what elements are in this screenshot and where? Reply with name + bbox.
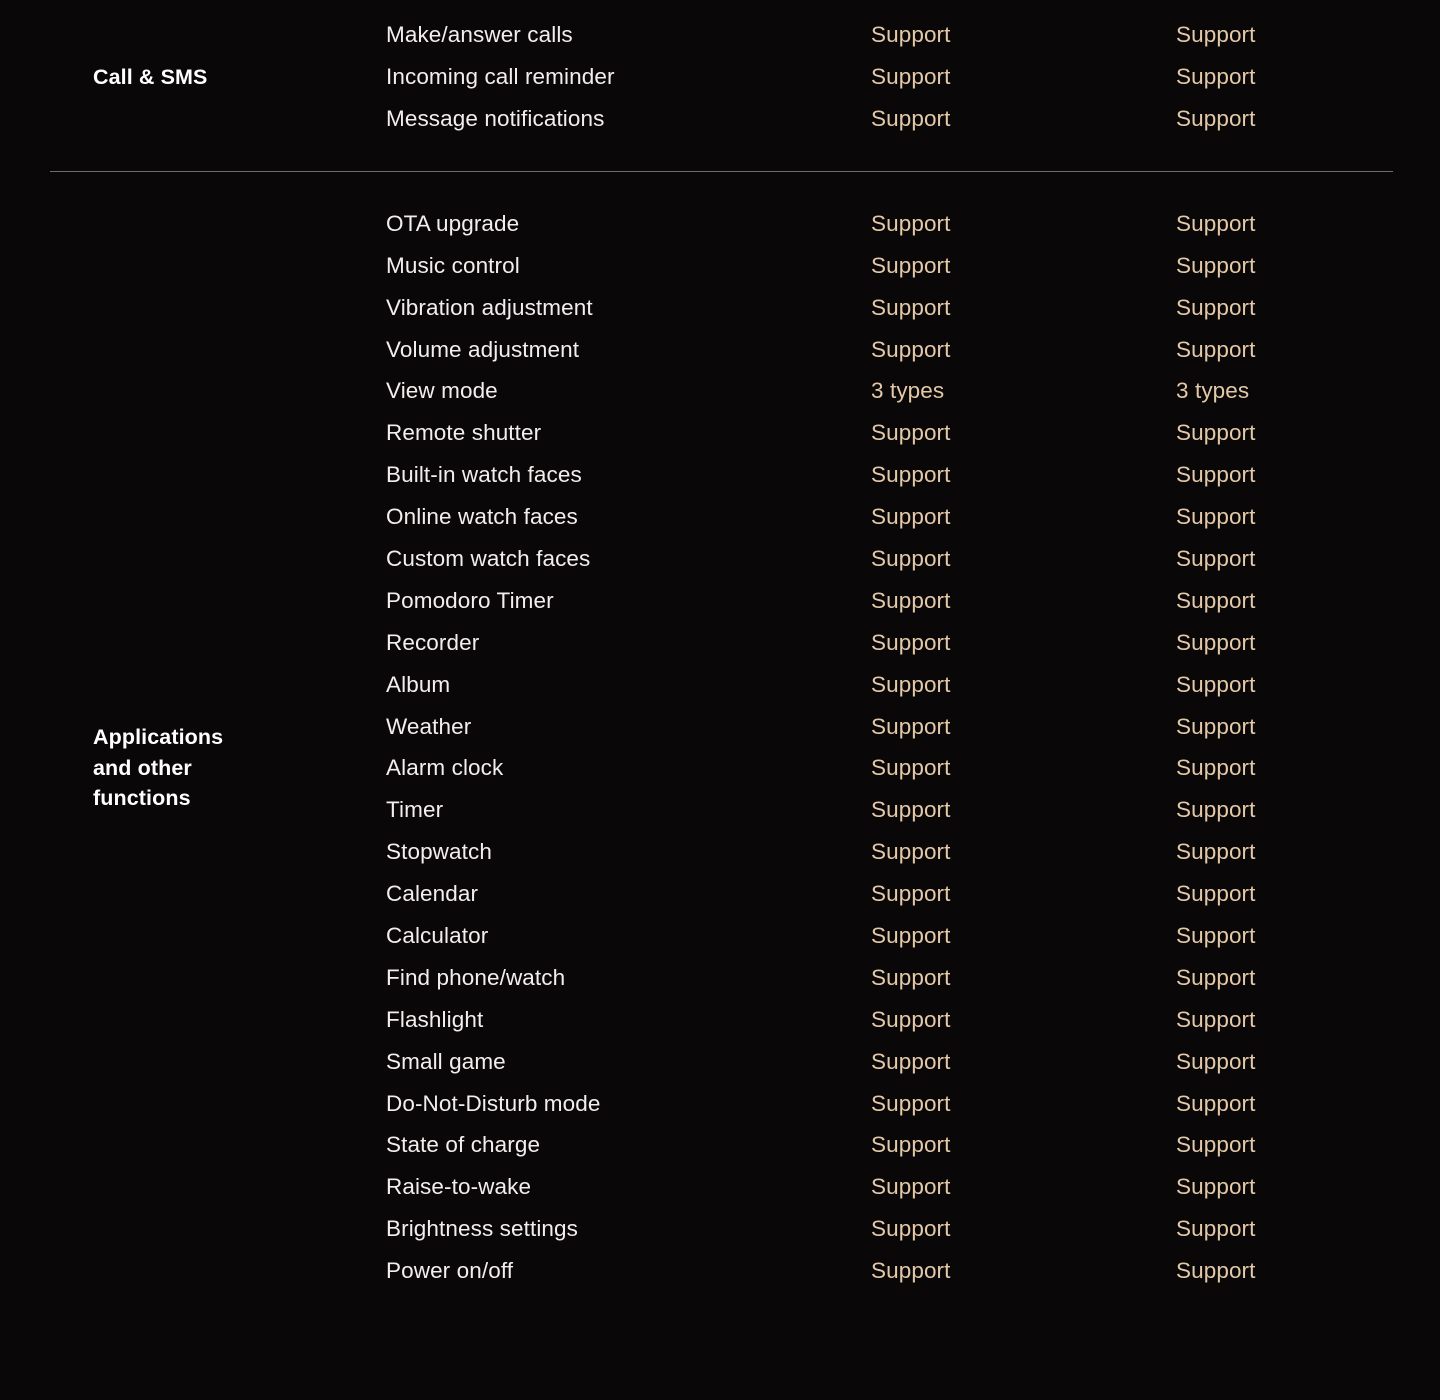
value-column-2: Support [1176, 294, 1256, 320]
value-column-2: Support [1176, 923, 1256, 949]
feature-label: Timer [386, 797, 444, 823]
table-row [386, 622, 1440, 664]
feature-label: Flashlight [386, 1006, 484, 1032]
value-column-1: Support [871, 923, 951, 949]
feature-label: Raise-to-wake [386, 1174, 532, 1200]
feature-label: Stopwatch [386, 839, 492, 865]
table-row [386, 56, 1440, 98]
value-column-2: Support [1176, 671, 1256, 697]
value-column-2: Support [1176, 713, 1256, 739]
category-cell [0, 14, 386, 140]
value-column-1: Support [871, 63, 951, 89]
section-divider-wrap [0, 140, 1440, 172]
feature-label: Vibration adjustment [386, 294, 593, 320]
value-column-2: Support [1176, 1132, 1256, 1158]
value-column-1: Support [871, 1006, 951, 1032]
value-column-1: Support [871, 1132, 951, 1158]
value-column-2: Support [1176, 210, 1256, 236]
value-column-1: Support [871, 1174, 951, 1200]
value-column-2: Support [1176, 462, 1256, 488]
feature-label: Weather [386, 713, 472, 739]
spec-section-call-sms [0, 0, 1440, 140]
value-column-2: Support [1176, 629, 1256, 655]
feature-label: Small game [386, 1048, 506, 1074]
table-row [386, 706, 1440, 748]
feature-label: Volume adjustment [386, 336, 580, 362]
value-column-1: Support [871, 21, 951, 47]
feature-label: Power on/off [386, 1258, 514, 1284]
table-row [386, 496, 1440, 538]
value-column-1: Support [871, 252, 951, 278]
table-row [386, 1125, 1440, 1167]
value-column-2: Support [1176, 1258, 1256, 1284]
table-row [386, 957, 1440, 999]
feature-label: View mode [386, 378, 498, 404]
feature-label: Album [386, 671, 451, 697]
value-column-2: Support [1176, 964, 1256, 990]
table-row [386, 1250, 1440, 1292]
value-column-2: Support [1176, 587, 1256, 613]
feature-label: Do-Not-Disturb mode [386, 1090, 601, 1116]
table-row [386, 287, 1440, 329]
value-column-1: Support [871, 755, 951, 781]
feature-label: Pomodoro Timer [386, 587, 554, 613]
category-label-line-2: and other [93, 755, 192, 780]
table-row [386, 831, 1440, 873]
value-column-1: Support [871, 797, 951, 823]
value-column-1: Support [871, 504, 951, 530]
table-row [386, 1166, 1440, 1208]
value-column-1: Support [871, 462, 951, 488]
value-column-1: Support [871, 1258, 951, 1284]
value-column-2: Support [1176, 1090, 1256, 1116]
value-column-1: Support [871, 1090, 951, 1116]
value-column-2: Support [1176, 105, 1256, 131]
table-row [386, 245, 1440, 287]
feature-label: Message notifications [386, 105, 605, 131]
table-row [386, 329, 1440, 371]
feature-label: Incoming call reminder [386, 63, 615, 89]
value-column-2: Support [1176, 1216, 1256, 1242]
spec-rows-call-sms [386, 14, 1440, 140]
category-label: Call & SMS [93, 64, 208, 89]
value-column-2: Support [1176, 797, 1256, 823]
value-column-2: Support [1176, 21, 1256, 47]
value-column-1: Support [871, 839, 951, 865]
feature-label: Remote shutter [386, 420, 542, 446]
value-column-1: Support [871, 629, 951, 655]
value-column-1: Support [871, 964, 951, 990]
table-row [386, 14, 1440, 56]
feature-label: Music control [386, 252, 520, 278]
table-row [386, 999, 1440, 1041]
value-column-1: Support [871, 671, 951, 697]
table-row [386, 454, 1440, 496]
feature-label: Brightness settings [386, 1216, 578, 1242]
value-column-1: Support [871, 546, 951, 571]
value-column-2: Support [1176, 1048, 1256, 1074]
value-column-1: Support [871, 420, 951, 446]
value-column-2: Support [1176, 504, 1256, 530]
value-column-2: Support [1176, 881, 1256, 907]
value-column-2: Support [1176, 63, 1256, 89]
feature-label: Calendar [386, 881, 479, 907]
table-row [386, 98, 1440, 140]
value-column-2: Support [1176, 252, 1256, 278]
feature-label: Custom watch faces [386, 546, 591, 571]
value-column-1: Support [871, 1048, 951, 1074]
feature-label: Alarm clock [386, 755, 504, 781]
table-row [386, 1208, 1440, 1250]
feature-label: State of charge [386, 1132, 541, 1158]
category-label [93, 722, 223, 814]
category-label-line-3: functions [93, 786, 191, 811]
value-column-1: Support [871, 210, 951, 236]
feature-label: Built-in watch faces [386, 462, 582, 488]
value-column-2: Support [1176, 336, 1256, 362]
value-column-1: Support [871, 336, 951, 362]
value-column-2: Support [1176, 1006, 1256, 1032]
feature-label: Recorder [386, 629, 480, 655]
value-column-2: Support [1176, 1174, 1256, 1200]
table-row [386, 538, 1440, 580]
value-column-1: Support [871, 1216, 951, 1242]
value-column-2: Support [1176, 546, 1256, 571]
table-row [386, 371, 1440, 413]
spec-rows-applications [386, 203, 1440, 1292]
value-column-2: Support [1176, 839, 1256, 865]
table-row [386, 203, 1440, 245]
table-row [386, 1041, 1440, 1083]
feature-label: OTA upgrade [386, 210, 520, 236]
spec-section-applications [0, 172, 1440, 1333]
category-label-line-1: Applications [93, 725, 224, 750]
table-row [386, 580, 1440, 622]
value-column-2: Support [1176, 755, 1256, 781]
feature-label: Make/answer calls [386, 21, 573, 47]
value-column-2: Support [1176, 420, 1256, 446]
value-column-1: 3 types [871, 378, 945, 404]
table-row [386, 1083, 1440, 1125]
value-column-2: 3 types [1176, 378, 1250, 404]
table-row [386, 873, 1440, 915]
table-row [386, 748, 1440, 790]
table-row [386, 664, 1440, 706]
value-column-1: Support [871, 105, 951, 131]
feature-label: Find phone/watch [386, 964, 566, 990]
feature-label: Online watch faces [386, 504, 578, 530]
value-column-1: Support [871, 294, 951, 320]
table-row [386, 915, 1440, 957]
value-column-1: Support [871, 881, 951, 907]
feature-label: Calculator [386, 923, 489, 949]
category-cell [0, 203, 386, 1333]
table-row [386, 412, 1440, 454]
value-column-1: Support [871, 713, 951, 739]
value-column-1: Support [871, 587, 951, 613]
table-row [386, 789, 1440, 831]
